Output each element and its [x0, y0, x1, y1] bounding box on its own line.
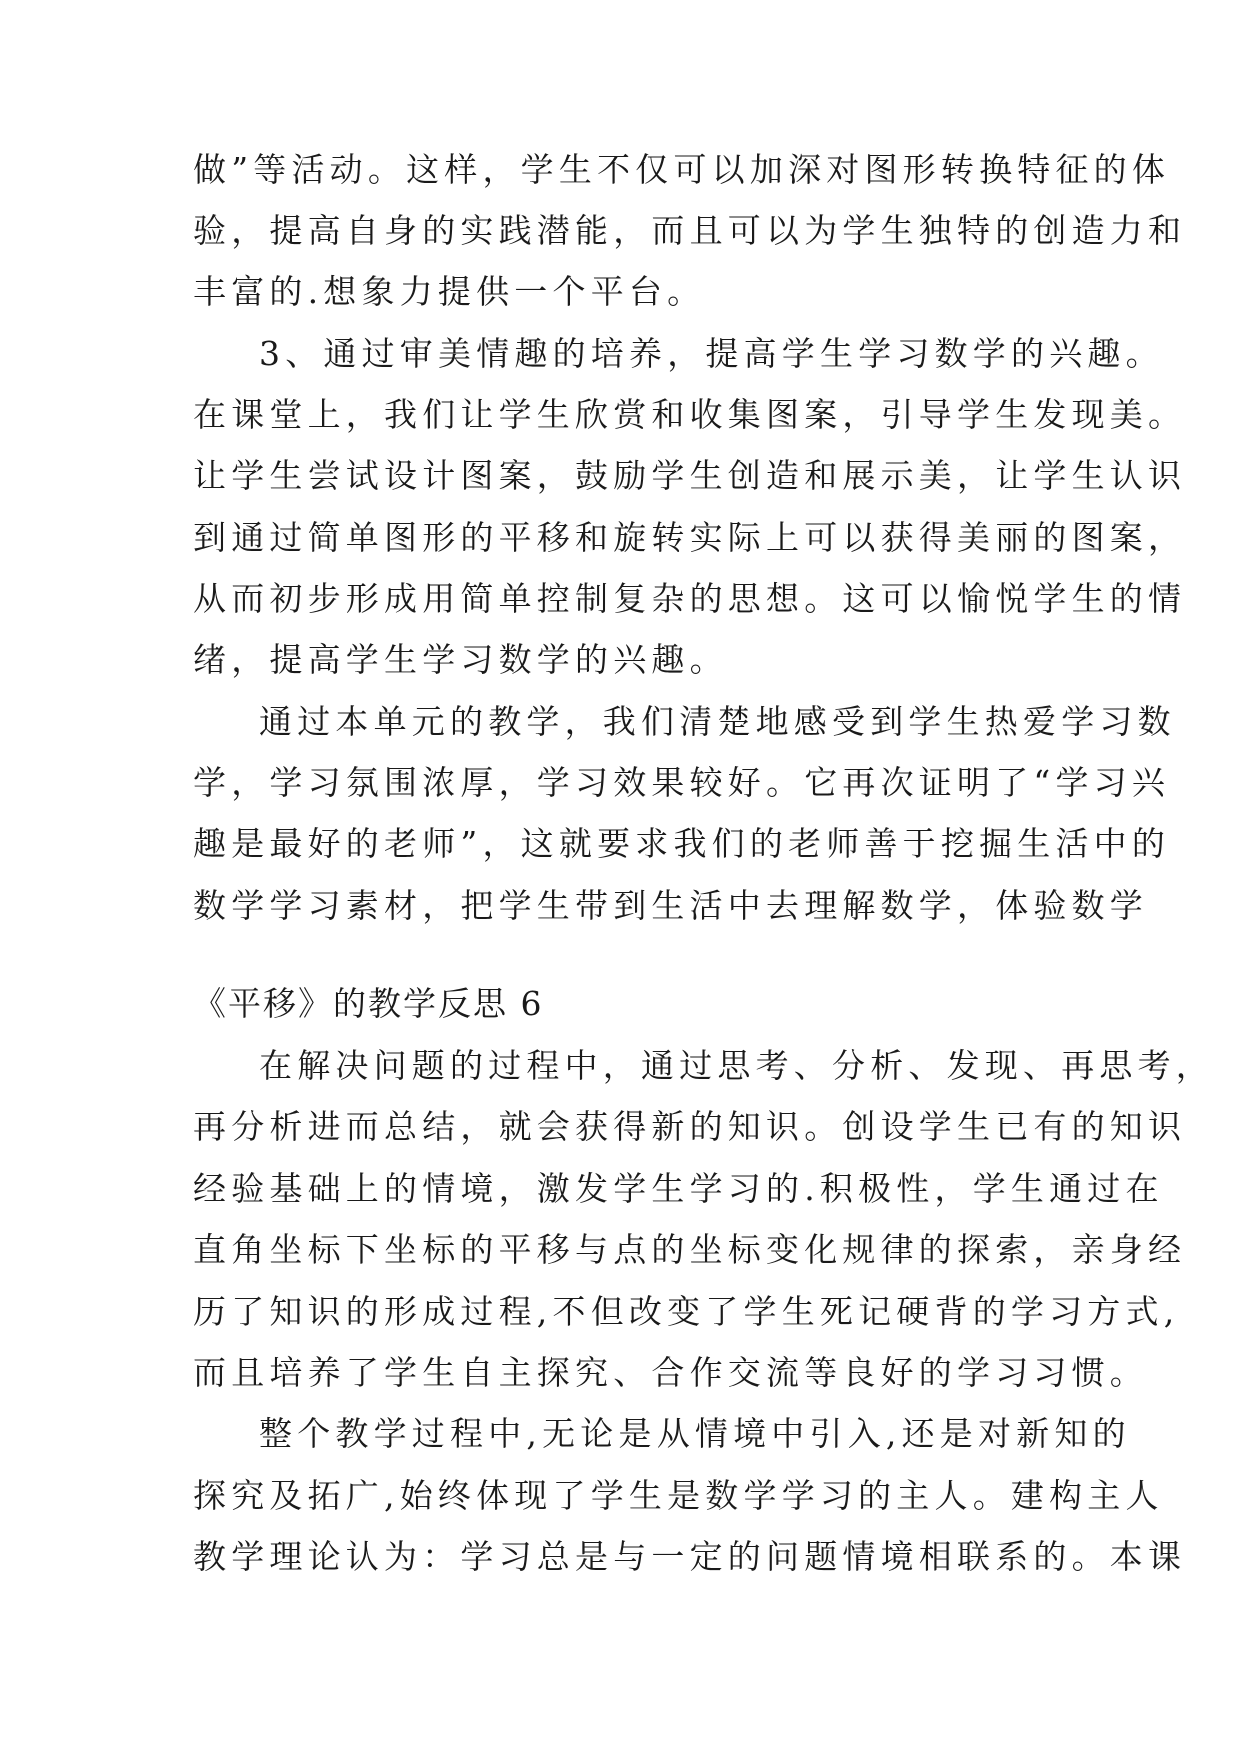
paragraph-line: 在解决问题的过程中，通过思考、分析、发现、再思考，: [259, 1046, 1214, 1085]
paragraph-line: 趣是最好的老师”，这就要求我们的老师善于挖掘生活中的: [193, 824, 1171, 863]
section-heading: 《平移》的教学反思 6: [193, 984, 544, 1023]
paragraph-line: 直角坐标下坐标的平移与点的坐标变化规律的探索，亲身经: [193, 1230, 1187, 1269]
paragraph-line: 通过本单元的教学，我们清楚地感受到学生热爱学习数: [259, 702, 1176, 741]
paragraph-line: 而且培养了学生自主探究、合作交流等良好的学习习惯。: [193, 1353, 1148, 1392]
paragraph-line: 验，提高自身的实践潜能，而且可以为学生独特的创造力和: [193, 211, 1187, 250]
paragraph-line: 数学学习素材，把学生带到生活中去理解数学，体验数学: [193, 886, 1148, 925]
paragraph-line: 丰富的.想象力提供一个平台。: [193, 272, 706, 311]
paragraph-line: 整个教学过程中,无论是从情境中引入,还是对新知的: [259, 1414, 1131, 1453]
paragraph-line: 历了知识的形成过程,不但改变了学生死记硬背的学习方式,: [193, 1292, 1180, 1331]
paragraph-line: 经验基础上的情境，激发学生学习的.积极性，学生通过在: [193, 1169, 1164, 1208]
paragraph-line: 3、通过审美情趣的培养，提高学生学习数学的兴趣。: [259, 334, 1164, 373]
paragraph-line: 让学生尝试设计图案，鼓励学生创造和展示美，让学生认识: [193, 456, 1187, 495]
paragraph-line: 学，学习氛围浓厚，学习效果较好。它再次证明了“学习兴: [193, 763, 1171, 802]
paragraph-line: 教学理论认为：学习总是与一定的问题情境相联系的。本课: [193, 1537, 1187, 1576]
paragraph-line: 绪，提高学生学习数学的兴趣。: [193, 640, 728, 679]
paragraph-line: 做”等活动。这样，学生不仅可以加深对图形转换特征的体: [193, 150, 1171, 189]
paragraph-line: 探究及拓广,始终体现了学生是数学学习的主人。建构主人: [193, 1476, 1164, 1515]
paragraph-line: 到通过简单图形的平移和旋转实际上可以获得美丽的图案，: [193, 518, 1187, 557]
paragraph-line: 再分析进而总结，就会获得新的知识。创设学生已有的知识: [193, 1107, 1187, 1146]
paragraph-line: 在课堂上，我们让学生欣赏和收集图案，引导学生发现美。: [193, 395, 1187, 434]
paragraph-line: 从而初步形成用简单控制复杂的思想。这可以愉悦学生的情: [193, 579, 1187, 618]
